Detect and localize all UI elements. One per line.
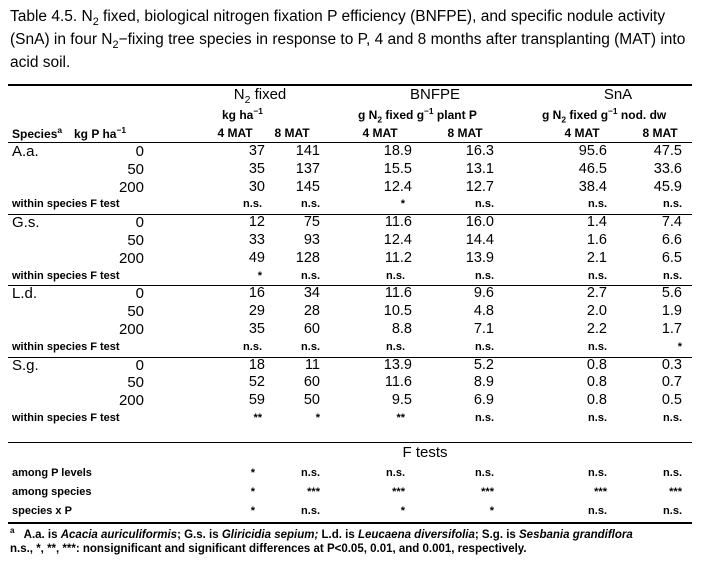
value-cell: 4.8 xyxy=(473,303,494,320)
value-cell: 52 xyxy=(248,374,265,391)
value-cell: 8.9 xyxy=(473,374,494,391)
value-cell: 15.5 xyxy=(383,160,412,177)
mat-header-5: 4 MAT xyxy=(564,126,600,140)
significance-cell: n.s. xyxy=(301,198,320,211)
mat-header-1: 4 MAT xyxy=(217,126,253,140)
value-cell: 14.4 xyxy=(465,232,494,248)
p-rate-cell: 200 xyxy=(118,392,144,410)
significance-cell: n.s. xyxy=(475,412,494,424)
value-cell: 6.5 xyxy=(661,249,682,266)
value-cell: 13.1 xyxy=(465,160,494,177)
p-rate-cell: 0 xyxy=(135,214,144,232)
value-cell: 16.3 xyxy=(465,143,494,159)
species-name-italic: Gliricidia sepium; xyxy=(221,528,319,541)
value-cell: 7.1 xyxy=(473,321,494,337)
significance-cell: *** xyxy=(481,486,494,498)
p-rate-cell: 50 xyxy=(127,374,144,392)
value-cell: 0.8 xyxy=(586,356,607,373)
value-cell: 93 xyxy=(303,232,320,248)
significance-cell: *** xyxy=(307,486,320,498)
value-cell: 12.4 xyxy=(383,232,412,248)
value-cell: 11.2 xyxy=(384,249,412,266)
value-cell: 18.9 xyxy=(383,143,412,159)
value-cell: 50 xyxy=(303,392,320,409)
ftest-label: within species F test xyxy=(12,269,120,282)
value-cell: 1.7 xyxy=(661,321,682,337)
species-label: G.s. xyxy=(12,214,40,232)
unit-sna: g $N_2$ fixed $g^{-1}$ nod. dw xyxy=(542,106,667,125)
value-cell: 128 xyxy=(295,249,320,266)
significance-cell: n.s. xyxy=(588,467,607,479)
species-column-header: Species$^a$ xyxy=(12,125,63,141)
significance-cell: n.s. xyxy=(475,198,494,211)
value-cell: 141 xyxy=(295,143,320,159)
value-cell: 95.6 xyxy=(578,143,607,159)
p-rate-cell: 0 xyxy=(135,285,144,303)
value-cell: 47.5 xyxy=(653,143,682,159)
p-rate-cell: 200 xyxy=(118,321,144,338)
value-cell: 34 xyxy=(303,285,320,302)
significance-cell: n.s. xyxy=(386,340,405,353)
value-cell: 13.9 xyxy=(465,249,494,266)
value-cell: 7.4 xyxy=(661,214,682,231)
value-cell: 1.6 xyxy=(586,232,607,248)
significance-cell: * xyxy=(677,340,682,353)
significance-cell: n.s. xyxy=(301,340,320,353)
header-n2-fixed: $N_2$ fixed xyxy=(233,86,287,106)
p-rate-column-header: kg P $ha^{-1}$ xyxy=(74,125,127,141)
significance-cell: n.s. xyxy=(588,505,607,517)
significance-cell: n.s. xyxy=(301,505,320,517)
value-cell: 2.2 xyxy=(586,321,607,337)
ftest-summary-label: among species xyxy=(12,486,92,498)
significance-cell: n.s. xyxy=(663,198,682,211)
value-cell: 11.6 xyxy=(384,214,412,231)
value-cell: 2.1 xyxy=(586,249,607,266)
significance-cell: *** xyxy=(594,486,607,498)
value-cell: 137 xyxy=(295,160,320,177)
footnote-text: ; G.s. is xyxy=(177,528,222,541)
mat-header-4: 8 MAT xyxy=(447,126,483,140)
value-cell: 1.4 xyxy=(586,214,607,231)
value-cell: 33 xyxy=(248,232,265,248)
significance-cell: * xyxy=(400,505,405,517)
header-bnfpe: BNFPE xyxy=(409,86,460,103)
significance-cell: n.s. xyxy=(588,340,607,353)
value-cell: 38.4 xyxy=(578,178,607,195)
ftests-rule xyxy=(8,442,692,443)
value-cell: 8.8 xyxy=(391,321,412,337)
significance-cell: n.s. xyxy=(663,467,682,479)
value-cell: 16.0 xyxy=(465,214,494,231)
significance-cell: n.s. xyxy=(663,269,682,282)
significance-cell: n.s. xyxy=(243,340,262,353)
mat-header-2: 8 MAT xyxy=(274,126,310,140)
value-cell: 5.2 xyxy=(473,356,494,373)
species-label: S.g. xyxy=(12,356,39,374)
value-cell: 18 xyxy=(248,356,265,373)
value-cell: 37 xyxy=(248,143,265,159)
value-cell: 11.6 xyxy=(384,285,412,302)
significance-cell: * xyxy=(250,505,255,517)
value-cell: 0.7 xyxy=(661,374,682,391)
ftest-summary-label: species x P xyxy=(12,505,72,517)
p-rate-cell: 50 xyxy=(127,160,144,178)
p-rate-cell: 200 xyxy=(118,249,144,267)
significance-cell: n.s. xyxy=(475,340,494,353)
significance-cell: n.s. xyxy=(386,467,405,479)
footnote-significance: n.s., *, **, ***: nonsignificant and significant differences at P<0.05, 0.01, and 0.001, respectively. xyxy=(10,543,527,555)
significance-cell: n.s. xyxy=(301,467,320,479)
significance-cell: n.s. xyxy=(588,412,607,424)
value-cell: 12.4 xyxy=(383,178,412,195)
significance-cell: * xyxy=(315,412,320,424)
value-cell: 35 xyxy=(248,160,265,177)
footnote-text: A.a. is xyxy=(17,528,61,541)
significance-cell: ** xyxy=(396,412,405,424)
value-cell: 13.9 xyxy=(383,356,412,373)
table-caption: Table 4.5. $N_2$ fixed, biological nitrogen fixation P efficiency (BNFPE), and specific nodule activity (SnA) in four $N_2-fixing$ tree species in response to P, 4 and 8 months after transplanting (MAT) into acid soil. xyxy=(10,8,686,72)
value-cell: 0.8 xyxy=(586,374,607,391)
significance-cell: *** xyxy=(392,486,405,498)
value-cell: 6.6 xyxy=(661,232,682,248)
value-cell: 6.9 xyxy=(473,392,494,409)
significance-cell: n.s. xyxy=(243,198,262,211)
significance-cell: *** xyxy=(669,486,682,498)
value-cell: 29 xyxy=(248,303,265,320)
ftest-summary-label: among P levels xyxy=(12,467,92,479)
significance-cell: * xyxy=(257,269,262,282)
significance-cell: n.s. xyxy=(588,269,607,282)
value-cell: 16 xyxy=(248,285,265,302)
value-cell: 2.0 xyxy=(586,303,607,320)
value-cell: 9.5 xyxy=(391,392,412,409)
value-cell: 59 xyxy=(248,392,265,409)
p-rate-cell: 50 xyxy=(127,303,144,321)
value-cell: 60 xyxy=(303,321,320,337)
significance-cell: n.s. xyxy=(663,505,682,517)
value-cell: 45.9 xyxy=(653,178,682,195)
header-sna: SnA xyxy=(603,86,633,103)
value-cell: 145 xyxy=(295,178,320,195)
significance-cell: ** xyxy=(253,412,262,424)
significance-cell: n.s. xyxy=(475,467,494,479)
footnote-text: ; S.g. is xyxy=(474,528,519,541)
unit-n2-fixed: kg $ha^{-1}$ xyxy=(222,106,263,122)
value-cell: 46.5 xyxy=(578,160,607,177)
value-cell: 30 xyxy=(248,178,265,195)
ftest-label: within species F test xyxy=(12,412,120,424)
ftests-title: F tests xyxy=(402,444,448,461)
bottom-rule xyxy=(8,522,692,524)
significance-cell: n.s. xyxy=(663,412,682,424)
value-cell: 49 xyxy=(248,249,265,266)
significance-cell: n.s. xyxy=(588,198,607,211)
significance-cell: n.s. xyxy=(301,269,320,282)
ftest-label: within species F test xyxy=(12,340,120,353)
footnote-species: $^a$ A.a. is Acacia auriculiformis; G.s. is Gliricidia sepium; L.d. is Leucaena diversifolia; S.g. is Sesbania grandiflora xyxy=(10,526,633,541)
value-cell: 75 xyxy=(303,214,320,231)
species-label: A.a. xyxy=(12,143,39,160)
value-cell: 5.6 xyxy=(661,285,682,302)
significance-cell: * xyxy=(250,486,255,498)
mat-header-3: 4 MAT xyxy=(362,126,398,140)
species-name-italic: Acacia auriculiformis xyxy=(60,528,178,541)
value-cell: 11 xyxy=(304,356,320,373)
p-rate-cell: 200 xyxy=(118,178,144,196)
ftest-label: within species F test xyxy=(12,198,120,211)
significance-cell: * xyxy=(400,198,405,211)
value-cell: 2.7 xyxy=(586,285,607,302)
value-cell: 35 xyxy=(248,321,265,337)
value-cell: 60 xyxy=(303,374,320,391)
value-cell: 0.8 xyxy=(586,392,607,409)
species-label: L.d. xyxy=(12,285,38,303)
significance-cell: * xyxy=(250,467,255,479)
significance-cell: * xyxy=(489,505,494,517)
mat-header-6: 8 MAT xyxy=(642,126,678,140)
species-name-italic: Leucaena diversifolia xyxy=(357,528,475,541)
value-cell: 28 xyxy=(303,303,320,320)
value-cell: 33.6 xyxy=(653,160,682,177)
value-cell: 0.5 xyxy=(661,392,682,409)
footnote-text: L.d. is xyxy=(318,528,358,541)
p-rate-cell: 50 xyxy=(127,232,144,249)
unit-bnfpe: g $N_2$ fixed $g^{-1}$ plant P xyxy=(358,106,477,125)
value-cell: 1.9 xyxy=(661,303,682,320)
significance-cell: n.s. xyxy=(475,269,494,282)
species-name-italic: Sesbania grandiflora xyxy=(519,528,633,541)
value-cell: 12 xyxy=(248,214,265,231)
value-cell: 9.6 xyxy=(473,285,494,302)
p-rate-cell: 0 xyxy=(135,143,144,160)
significance-cell: n.s. xyxy=(386,269,405,282)
value-cell: 11.6 xyxy=(384,374,412,391)
value-cell: 10.5 xyxy=(383,303,412,320)
value-cell: 12.7 xyxy=(465,178,494,195)
value-cell: 0.3 xyxy=(661,356,682,373)
p-rate-cell: 0 xyxy=(135,356,144,374)
